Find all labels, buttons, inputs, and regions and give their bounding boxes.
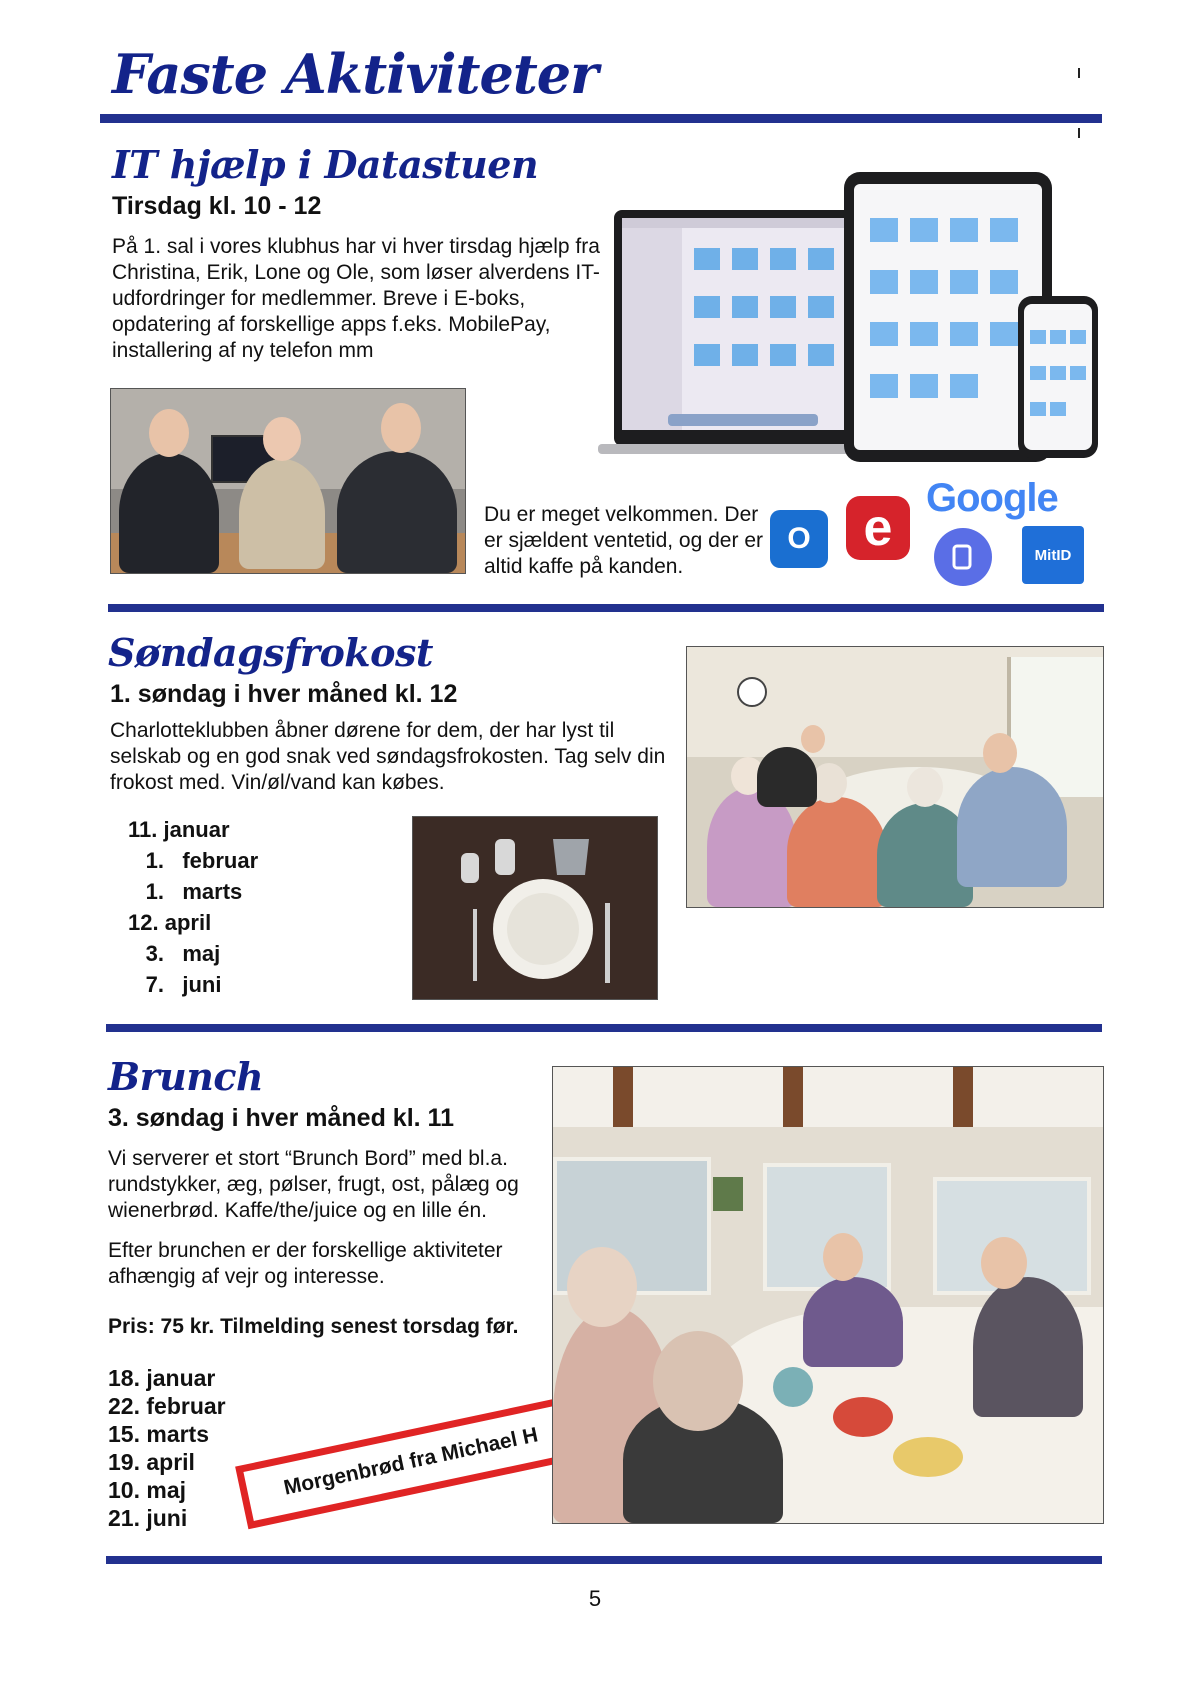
eboks-icon: e — [846, 496, 910, 560]
mobilepay-icon — [934, 528, 992, 586]
devices-image — [598, 170, 1106, 466]
list-item: 7. juni — [145, 972, 222, 997]
it-description: På 1. sal i vores klubhus har vi hver tirsdag hjælp fra Christina, Erik, Lone og Ole, som løser alverdens IT-udfordringer for medlemmer. Breve i E-boks, opdatering af forskellige apps f.eks. MobilePay, installering af ny telefon mm — [112, 235, 600, 362]
brunch-after: Efter brunchen er der forskellige aktiviteter afhængig af vejr og interesse. — [108, 1239, 503, 1288]
outlook-icon: O — [770, 510, 828, 568]
it-heading: IT hjælp i Datastuen — [112, 142, 539, 187]
list-item: 10. maj — [108, 1477, 186, 1503]
it-schedule: Tirsdag kl. 10 - 12 — [112, 192, 322, 220]
header-rule — [100, 114, 1102, 123]
list-item: 22. februar — [108, 1393, 226, 1419]
list-item: 12. april — [128, 910, 212, 935]
section-rule — [106, 1024, 1102, 1032]
section-rule — [108, 604, 1104, 612]
frokost-description: Charlotteklubben åbner dørene for dem, der har lyst til selskab og en god snak ved søndagsfrokosten. Tag selv din frokost med. Vin/øl/vand kan købes. — [110, 719, 666, 794]
list-item: 1. februar — [145, 848, 259, 873]
brunch-dates — [108, 1364, 226, 1532]
frokost-schedule: 1. søndag i hver måned kl. 12 — [110, 680, 458, 708]
list-item: 11. januar — [128, 817, 230, 842]
list-item: 21. juni — [108, 1505, 188, 1531]
list-item: 3. maj — [145, 941, 221, 966]
it-helpers-photo — [110, 388, 466, 574]
page-number: 5 — [588, 1586, 602, 1611]
crop-mark — [1078, 128, 1080, 138]
mitid-icon: MitID — [1022, 526, 1084, 584]
google-logo: Google — [926, 476, 1058, 520]
brunch-description: Vi serverer et stort “Brunch Bord” med bl.a. rundstykker, æg, pølser, frugt, ost, pålæg og wienerbrød. Kaffe/the/juice og en lille én. — [108, 1147, 519, 1222]
list-item: 18. januar — [108, 1365, 216, 1391]
brunch-price: Pris: 75 kr. Tilmelding senest torsdag før. — [108, 1315, 519, 1338]
page-title: Faste Aktiviteter — [112, 42, 598, 106]
frokost-dates — [128, 814, 258, 1000]
brunch-group-photo — [552, 1066, 1104, 1524]
list-item: 15. marts — [108, 1421, 210, 1447]
list-item: 1. marts — [145, 879, 243, 904]
frokost-group-photo — [686, 646, 1104, 908]
brunch-heading: Brunch — [108, 1054, 264, 1099]
crop-mark — [1078, 68, 1080, 78]
brunch-schedule: 3. søndag i hver måned kl. 11 — [108, 1104, 454, 1132]
bakery-stamp: Morgenbrød fra Michael H — [235, 1395, 587, 1530]
footer-rule — [106, 1556, 1102, 1564]
frokost-heading: Søndagsfrokost — [108, 630, 433, 675]
list-item: 19. april — [108, 1449, 195, 1475]
table-setting-photo — [412, 816, 658, 1000]
it-welcome: Du er meget velkommen. Der er sjældent ventetid, og der er altid kaffe på kanden. — [484, 503, 763, 578]
